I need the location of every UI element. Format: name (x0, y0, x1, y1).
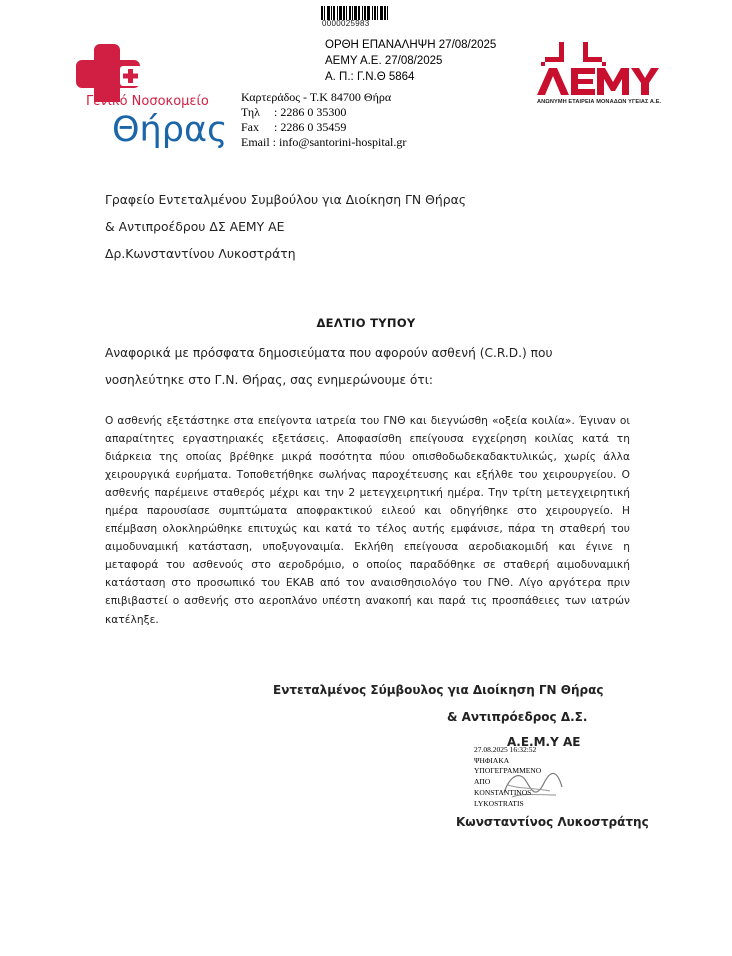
digital-sig-line: ΨΗΦΙΑΚΑ (474, 755, 510, 765)
fax-value: : 2286 0 35459 (274, 120, 347, 134)
protocol-line-1: ΟΡΘΗ ΕΠΑΝΑΛΗΨΗ 27/08/2025 (325, 39, 497, 51)
digital-signature-stamp (474, 745, 541, 809)
protocol-line-3: Α. Π.: Γ.Ν.Θ 5864 (325, 71, 415, 83)
signature-title-line-2: & Αντιπρόεδρος Δ.Σ. (447, 710, 588, 724)
contact-phone-row (241, 105, 406, 120)
phone-label: Τηλ (241, 105, 260, 119)
protocol-info (325, 37, 496, 85)
contact-email: Email : info@santorini-hospital.gr (241, 135, 407, 149)
recipient-line-1: Γραφείο Εντεταλμένου Συμβούλου για Διοίκηση ΓΝ Θήρας (105, 192, 467, 207)
digital-sig-line: LYKOSTRATIS (474, 798, 524, 808)
signatory-name: Κωνσταντίνος Λυκοστράτης (456, 815, 649, 829)
body-paragraph: Ο ασθενής εξετάστηκε στα επείγοντα ιατρεία του ΓΝΘ και διεγνώσθη «οξεία κοιλία». Έγιναν οι απαραίτητες εργαστηριακές εξετάσεις. Αποφασίσθη επείγουσα εγχείρηση κοιλίας κατά τη διάρκεια της οποίας βρέθηκε μικρά ποσότητα πύου οπισθοδωδεκαδακτυλικώς, χωρίς άλλα χειρουργικά ευρήματα. Τοποθετήθηκε σωλήνας παροχέτευσης και εξήλθε του χειρουργείου. Ο ασθενής παρέμεινε σταθερός μέχρι και την 2 μετεγχειρητική ημέρα. Την τρίτη μετεγχειρητική ημέρα παρουσίασε συμπτώματα αποφρακτικού ειλεού και οδηγήθηκε στο χειρουργείο. Η επέμβαση ολοκληρώθηκε επιτυχώς και κατά το τέλος αυτής εμφάνισε, πάρα τη σταθερή του αιμοδυναμική κατάσταση, υποξυγοναιμία. Εκλήθη επείγουσα αεροδιακομιδή και έγινε η μεταφορά του ασθενούς στο αεροδρόμιο, ο οποίος παραδόθηκε σε σταθερή αιμοδυναμική κατάσταση στο προσωπικό του ΕΚΑΒ από τον αναισθησιολόγο του ΓΝΘ. Λίγο αργότερα πριν επιβιβαστεί ο ασθενής στο αεροπλάνο υπέστη ανακοπή και παρά τις προσπάθειες των ιατρών κατέληξε. (105, 415, 630, 626)
phone-value: : 2286 0 35300 (274, 105, 347, 119)
protocol-line-2: ΑΕΜΥ Α.Ε. 27/08/2025 (325, 55, 443, 67)
recipient-line-3: Δρ.Κωνσταντίνου Λυκοστράτη (105, 246, 296, 261)
hospital-name-big: Θήρας (112, 110, 228, 150)
digital-sig-line: ΑΠΟ (474, 777, 491, 787)
intro-paragraph: Αναφορικά με πρόσφατα δημοσιεύματα που αφορούν ασθενή (C.R.D.) που νοσηλεύτηκε στο Γ.Ν. Θήρας, σας ενημερώνουμε ότι: (105, 346, 553, 387)
aemy-logo-icon (535, 40, 660, 98)
press-release-title: ΔΕΛΤΙΟ ΤΥΠΟΥ (316, 316, 416, 330)
contact-block (241, 90, 406, 150)
contact-address: Καρτεράδος - Τ.Κ 84700 Θήρα (241, 90, 392, 104)
signature-title-line-3: Α.Ε.Μ.Υ ΑΕ (507, 735, 581, 749)
fax-label: Fax (241, 120, 259, 134)
signature-title-line-1: Εντεταλμένος Σύμβουλος για Διοίκηση ΓΝ Θήρας (273, 683, 604, 697)
contact-fax-row (241, 120, 406, 135)
barcode-number: 0000025983 (322, 19, 370, 28)
recipient-line-2: & Αντιπροέδρου ΔΣ ΑΕΜΥ ΑΕ (105, 219, 285, 234)
digital-sig-line: ΥΠΟΓΕΓΡΑΜΜΕΝΟ (474, 766, 542, 776)
digital-sig-line: 27.08.2025 16:32:52 (474, 745, 537, 754)
recipient-block (105, 186, 466, 267)
digital-sig-line: KONSTANTINOS (474, 787, 532, 797)
aemy-subtitle: ΑΝΩΝΥΜΗ ΕΤΑΙΡΕΙΑ ΜΟΝΑΔΩΝ ΥΓΕΙΑΣ Α.Ε. (537, 99, 662, 105)
barcode (321, 6, 393, 20)
hospital-name-small: Γενικό Νοσοκομείο (86, 94, 209, 109)
